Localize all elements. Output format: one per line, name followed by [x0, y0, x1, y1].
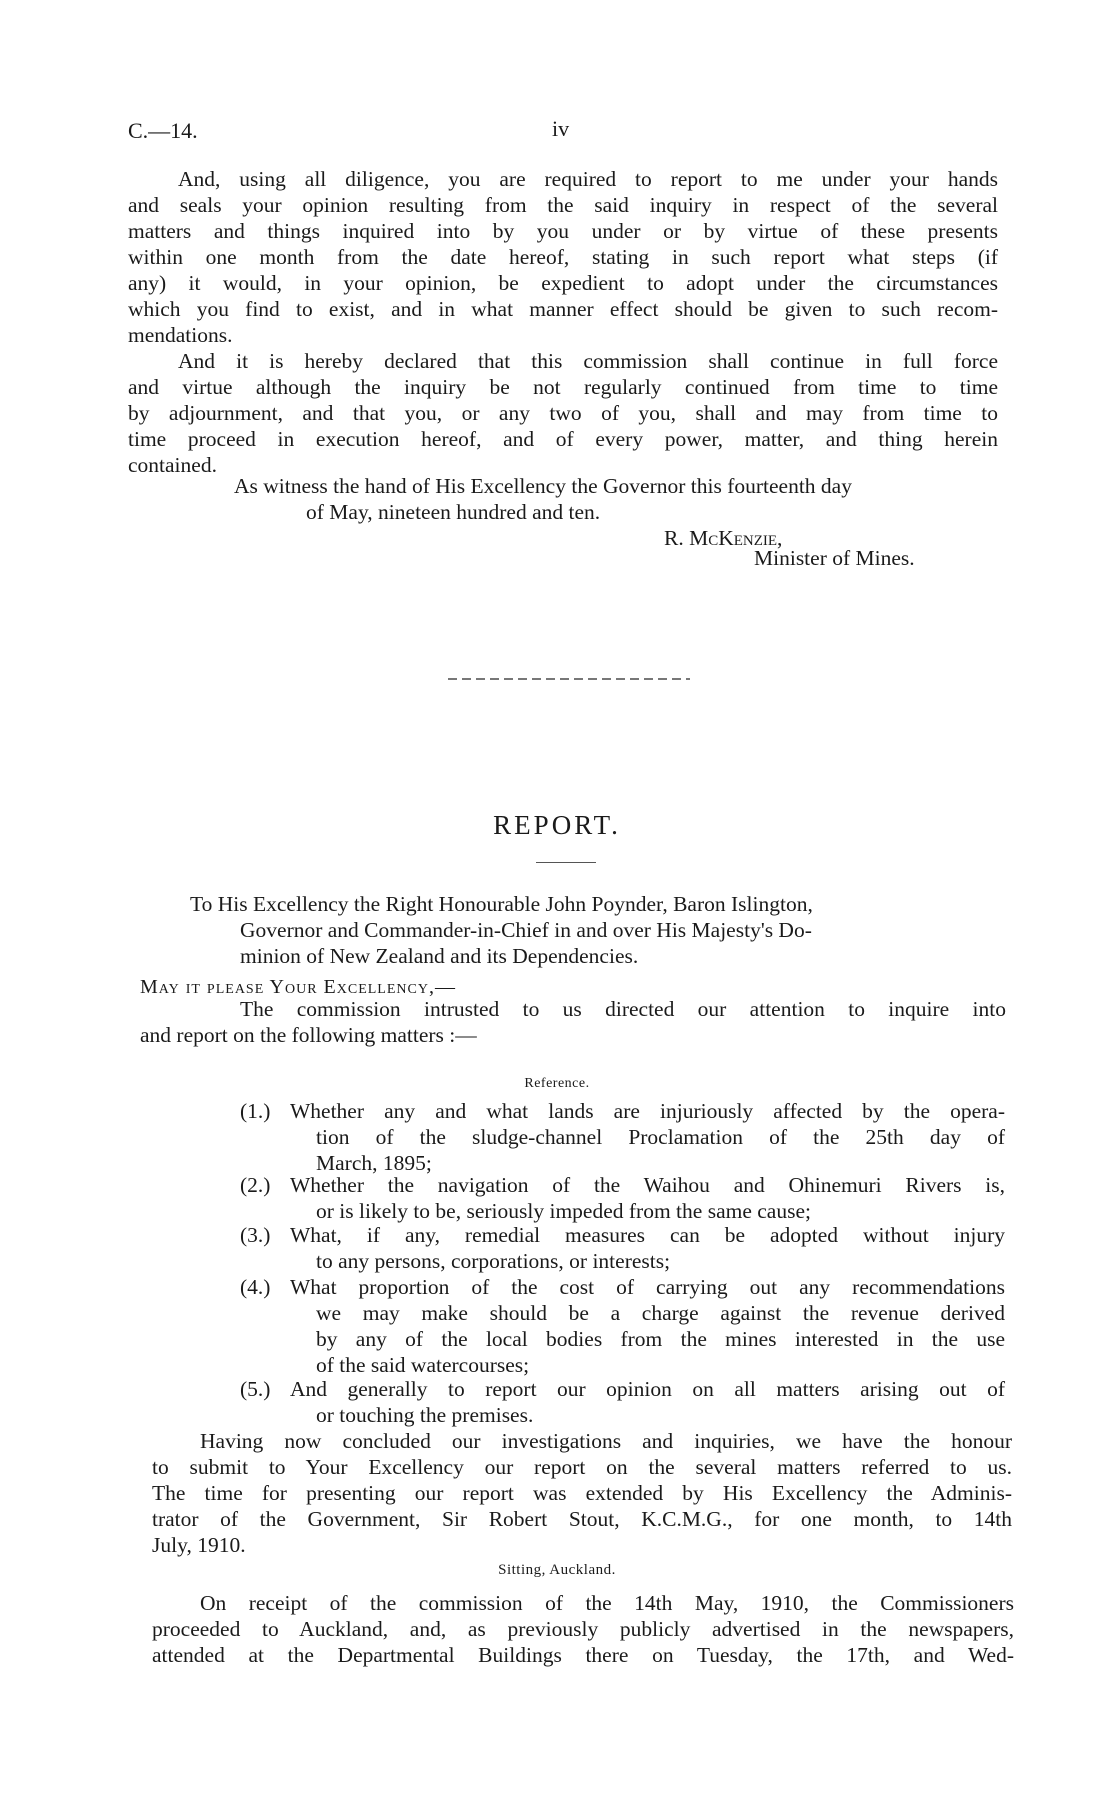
text-line: What proportion of the cost of carrying out any recommendations — [290, 1275, 1005, 1299]
text-line: or touching the premises. — [316, 1403, 534, 1427]
intro-paragraph — [140, 996, 1006, 1048]
address-line-3: minion of New Zealand and its Dependencies. — [240, 944, 639, 968]
text-line: The commission intrusted to us directed our attention to inquire into — [240, 997, 1006, 1021]
text-line: And, using all diligence, you are required to report to me under your hands — [178, 167, 998, 191]
address-line-2: Governor and Commander-in-Chief in and over His Majesty's Do- — [240, 918, 812, 942]
text-line: And it is hereby declared that this commission shall continue in full force — [178, 349, 998, 373]
text-line: by adjournment, and that you, or any two of you, shall and may from time to — [128, 401, 998, 425]
salutation: May it please Your Excellency,— — [140, 976, 456, 998]
text-line: and report on the following matters :— — [140, 1023, 477, 1047]
text-line: trator of the Government, Sir Robert Stout, K.C.M.G., for one month, to 14th — [152, 1507, 1012, 1531]
commission-paragraph-2 — [128, 348, 998, 478]
running-head: C.—14. — [128, 118, 198, 143]
text-line: of the said watercourses; — [316, 1353, 530, 1377]
text-line: proceeded to Auckland, and, as previously publicly advertised in the newspapers, — [152, 1617, 1014, 1641]
text-line: attended at the Departmental Buildings there on Tuesday, the 17th, and Wed- — [152, 1643, 1014, 1667]
reference-item — [240, 1274, 1005, 1378]
reference-item — [240, 1222, 1005, 1274]
reference-number: (3.) — [240, 1223, 271, 1247]
text-line: Whether the navigation of the Waihou and Ohinemuri Rivers is, — [290, 1173, 1005, 1197]
text-line: time proceed in execution hereof, and of every power, matter, and thing herein — [128, 427, 998, 451]
report-title: REPORT. — [493, 810, 621, 840]
text-line: to submit to Your Excellency our report on the several matters referred to us. — [152, 1455, 1012, 1479]
witness-line-1: As witness the hand of His Excellency the Governor this fourteenth day — [234, 474, 852, 498]
signatory-title: Minister of Mines. — [754, 546, 915, 570]
text-line: and seals your opinion resulting from the said inquiry in respect of the several — [128, 193, 998, 217]
text-line: contained. — [128, 453, 217, 477]
text-line: and virtue although the inquiry be not regularly continued from time to time — [128, 375, 998, 399]
text-line: within one month from the date hereof, stating in such report what steps (if — [128, 245, 998, 269]
text-line: matters and things inquired into by you under or by virtue of these presents — [128, 219, 998, 243]
text-line: What, if any, remedial measures can be adopted without injury — [290, 1223, 1005, 1247]
text-line: to any persons, corporations, or interests; — [316, 1249, 671, 1273]
reference-number: (5.) — [240, 1377, 271, 1401]
reference-number: (2.) — [240, 1173, 271, 1197]
text-line: mendations. — [128, 323, 233, 347]
text-line: Whether any and what lands are injuriously affected by the opera- — [290, 1099, 1005, 1123]
text-line: we may make should be a charge against the revenue derived — [316, 1301, 1005, 1325]
text-line: On receipt of the commission of the 14th May, 1910, the Commissioners — [200, 1591, 1014, 1615]
text-line: or is likely to be, seriously impeded from the same cause; — [316, 1199, 811, 1223]
address-line-1: To His Excellency the Right Honourable John Poynder, Baron Islington, — [190, 892, 813, 916]
signatory-name: R. McKenzie, — [664, 526, 783, 550]
reference-item — [240, 1098, 1005, 1176]
text-line: by any of the local bodies from the mines interested in the use — [316, 1327, 1005, 1351]
commission-paragraph-1 — [128, 166, 998, 348]
conclusion-paragraph — [152, 1428, 1012, 1558]
witness-line-2: of May, nineteen hundred and ten. — [306, 500, 601, 524]
text-line: And generally to report our opinion on all matters arising out of — [290, 1377, 1005, 1401]
page-number: iv — [552, 116, 570, 141]
text-line: tion of the sludge-channel Proclamation of the 25th day of — [316, 1125, 1005, 1149]
reference-item — [240, 1172, 1005, 1224]
reference-number: (4.) — [240, 1275, 271, 1299]
text-line: The time for presenting our report was extended by His Excellency the Adminis- — [152, 1481, 1012, 1505]
section-divider — [448, 678, 690, 680]
sitting-paragraph — [152, 1590, 1014, 1668]
reference-heading: Reference. — [524, 1076, 590, 1091]
text-line: any) it would, in your opinion, be expedient to adopt under the circumstances — [128, 271, 998, 295]
reference-item — [240, 1376, 1005, 1428]
text-line: which you find to exist, and in what manner effect should be given to such recom- — [128, 297, 998, 321]
text-line: March, 1895; — [316, 1151, 432, 1175]
sitting-heading: Sitting, Auckland. — [498, 1562, 616, 1578]
title-rule — [536, 862, 596, 863]
text-line: Having now concluded our investigations and inquiries, we have the honour — [200, 1429, 1012, 1453]
reference-number: (1.) — [240, 1099, 271, 1123]
text-line: July, 1910. — [152, 1533, 246, 1557]
